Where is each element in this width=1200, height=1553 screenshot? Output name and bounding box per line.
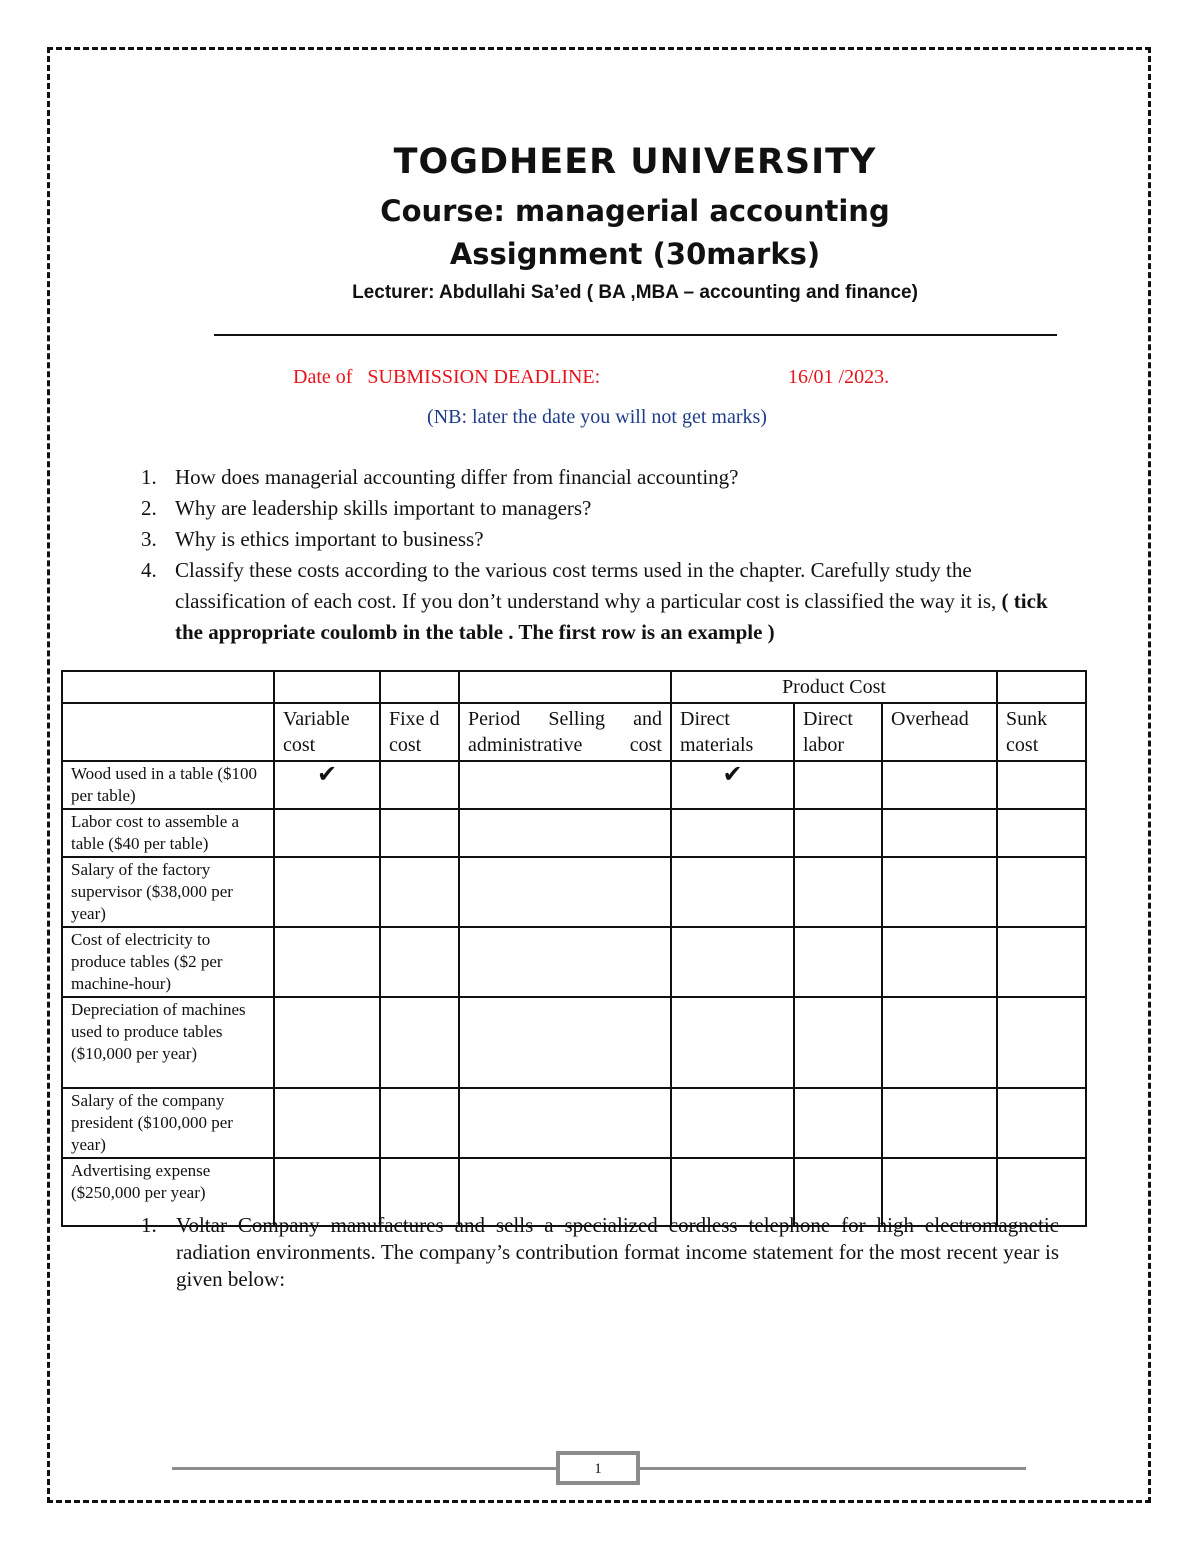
table-cell[interactable] [794, 1088, 882, 1158]
table-cell[interactable] [997, 761, 1086, 809]
table-cell[interactable] [671, 927, 794, 997]
table-cell[interactable] [794, 927, 882, 997]
table-cell[interactable] [882, 761, 997, 809]
column-header: Fixe d cost [380, 703, 459, 761]
table-cell[interactable] [380, 927, 459, 997]
table-row [62, 997, 1086, 1088]
table-cell[interactable] [997, 857, 1086, 927]
cost-item: Depreciation of machines used to produce tables ($10,000 per year) [62, 997, 274, 1088]
cost-item: Advertising expense ($250,000 per year) [62, 1158, 274, 1226]
table-cell[interactable] [671, 997, 794, 1088]
lecturer-line: Lecturer: Abdullahi Sa’ed ( BA ,MBA – accounting and finance) [352, 282, 918, 303]
table-cell[interactable] [380, 761, 459, 809]
check-mark-icon[interactable]: ✔ [671, 761, 794, 809]
question-list [135, 462, 1060, 648]
question-number: 2. [141, 496, 157, 520]
product-cost-header: Product Cost [671, 671, 997, 703]
problem-number: 1. [141, 1213, 157, 1237]
question-text: How does managerial accounting differ from financial accounting? [175, 465, 739, 489]
table-cell[interactable] [997, 1088, 1086, 1158]
question-number: 1. [141, 465, 157, 489]
university-title: TOGDHEER UNIVERSITY [393, 142, 877, 182]
cost-classification-table [61, 670, 1087, 1227]
table-cell[interactable] [882, 857, 997, 927]
question-text: Why are leadership skills important to managers? [175, 496, 592, 520]
table-cell[interactable] [997, 927, 1086, 997]
question-text: Classify these costs according to the various cost terms used in the chapter. Carefully study the classification of each cost. If you don’t understand why a particular cost is classified the way it is, [175, 558, 997, 613]
table-cell[interactable] [794, 857, 882, 927]
question-item [135, 524, 1060, 555]
cost-item: Salary of the factory supervisor ($38,000 per year) [62, 857, 274, 927]
table-cell[interactable] [274, 1088, 380, 1158]
deadline-label: Date of SUBMISSION DEADLINE: [293, 366, 601, 388]
table-cell[interactable] [671, 1088, 794, 1158]
column-header: Overhead [882, 703, 997, 761]
table-group-header-row [62, 671, 1086, 703]
table-cell[interactable] [459, 927, 671, 997]
table-cell[interactable] [459, 1088, 671, 1158]
table-cell[interactable] [997, 809, 1086, 857]
table-row [62, 857, 1086, 927]
course-title: Course: managerial accounting [380, 194, 890, 228]
table-cell[interactable] [794, 809, 882, 857]
cost-item: Cost of electricity to produce tables ($2 per machine-hour) [62, 927, 274, 997]
question-instruction: ( tick the appropriate coulomb in the table . The first row is an example ) [175, 589, 1048, 644]
check-mark-icon[interactable]: ✔ [274, 761, 380, 809]
table-cell[interactable] [274, 857, 380, 927]
assignment-title: Assignment (30marks) [449, 237, 821, 271]
cost-item: Labor cost to assemble a table ($40 per table) [62, 809, 274, 857]
column-header: Sunk cost [997, 703, 1086, 761]
table-cell[interactable] [459, 997, 671, 1088]
table-row [62, 927, 1086, 997]
deadline-date: 16/01 /2023. [788, 366, 890, 388]
table-cell[interactable] [380, 809, 459, 857]
table-cell[interactable] [997, 997, 1086, 1088]
table-cell[interactable] [380, 997, 459, 1088]
table-cell[interactable] [274, 809, 380, 857]
table-cell[interactable] [882, 1088, 997, 1158]
table-cell[interactable] [380, 857, 459, 927]
question-item [135, 493, 1060, 524]
table-cell[interactable] [882, 927, 997, 997]
table-cell[interactable] [274, 997, 380, 1088]
table-cell[interactable] [380, 1088, 459, 1158]
table-cell[interactable] [794, 761, 882, 809]
column-header: Period Selling and administrative cost [459, 703, 671, 761]
table-cell[interactable] [882, 997, 997, 1088]
table-cell[interactable] [459, 809, 671, 857]
table-cell[interactable] [459, 857, 671, 927]
cost-item: Salary of the company president ($100,000 per year) [62, 1088, 274, 1158]
table-cell[interactable] [459, 761, 671, 809]
table-cell[interactable] [794, 997, 882, 1088]
table-cell[interactable] [671, 809, 794, 857]
table-cell[interactable] [882, 809, 997, 857]
deadline-note: (NB: later the date you will not get marks) [427, 406, 767, 428]
table-row [62, 761, 1086, 809]
question-number: 3. [141, 527, 157, 551]
table-cell[interactable] [274, 927, 380, 997]
column-header: Variable cost [274, 703, 380, 761]
problem-statement [135, 1212, 1059, 1293]
column-header: Direct labor [794, 703, 882, 761]
column-header: Direct materials [671, 703, 794, 761]
question-text: Why is ethics important to business? [175, 527, 484, 551]
question-item [135, 462, 1060, 493]
question-item [135, 555, 1060, 648]
table-row [62, 809, 1086, 857]
page-number: 1 [556, 1451, 640, 1485]
question-number: 4. [141, 558, 157, 582]
header-divider [214, 334, 1057, 336]
table-cell[interactable] [671, 857, 794, 927]
table-row [62, 1088, 1086, 1158]
problem-text: Voltar Company manufactures and sells a specialized cordless telephone for high electromagnetic radiation environments. The company’s contribution format income statement for the most recent year is given below: [176, 1213, 1059, 1291]
table-header-row [62, 703, 1086, 761]
cost-item: Wood used in a table ($100 per table) [62, 761, 274, 809]
